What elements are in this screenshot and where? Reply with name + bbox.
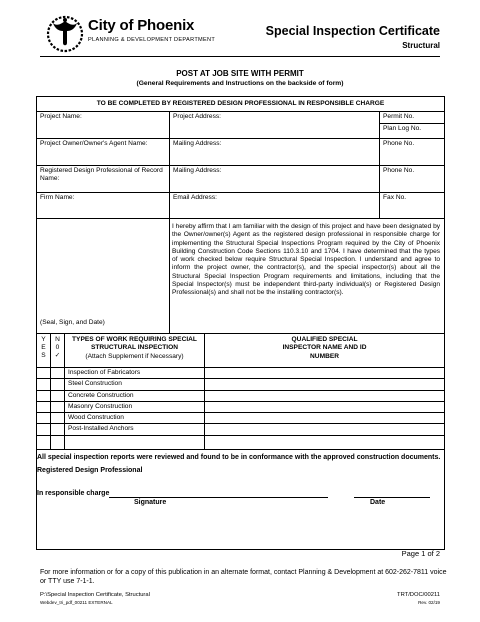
work-item-masonry: Masonry Construction	[65, 401, 205, 412]
inspector-name-field[interactable]	[205, 401, 445, 412]
no-checkbox[interactable]	[51, 413, 65, 424]
yes-checkbox[interactable]	[37, 401, 51, 412]
work-item-steel: Steel Construction	[65, 379, 205, 390]
work-item-concrete: Concrete Construction	[65, 390, 205, 401]
email-field[interactable]: Email Address:	[170, 193, 380, 219]
inspector-name-field[interactable]	[205, 368, 445, 379]
yes-checkbox[interactable]	[37, 379, 51, 390]
plan-log-no-field[interactable]: Plan Log No.	[380, 124, 445, 139]
conformance-section	[37, 449, 445, 549]
web-file-code: Webdev_tri_pdf_00211 EXTERNAL	[40, 600, 113, 605]
no-checkbox[interactable]	[51, 401, 65, 412]
phoenix-logo-icon	[44, 13, 86, 55]
inspector-column-header: QUALIFIED SPECIAL INSPECTOR NAME AND ID NUMBER	[205, 334, 445, 368]
inspector-name-field[interactable]	[205, 379, 445, 390]
instructions-note: (General Requirements and Instructions on the backside of form)	[136, 80, 344, 87]
yes-checkbox[interactable]	[37, 435, 51, 449]
no-checkbox[interactable]	[51, 424, 65, 435]
rdp-label: Registered Design Professional	[37, 467, 143, 475]
project-name-field[interactable]: Project Name:	[37, 112, 170, 139]
file-path: P:\Special Inspection Certificate, Structural	[40, 592, 150, 598]
city-name: City of Phoenix	[88, 17, 195, 34]
page-number: Page 1 of 2	[401, 549, 440, 558]
permit-no-field[interactable]: Permit No.	[380, 112, 445, 124]
yes-column-header: Y E S	[37, 334, 51, 368]
responsible-charge-label: In responsible charge	[37, 489, 110, 497]
revision-date: Rev. 02/19	[418, 600, 440, 605]
phone-field[interactable]: Phone No.	[380, 139, 445, 166]
header-divider	[40, 56, 440, 57]
affirmation-text: I hereby affirm that I am familiar with the design of this project and have been designated by the Owner/owner(s) Agent as the registered design professional in responsible charge for implementing the Structural Special Inspections Program required by the City of Phoenix Building Construction Code Sections 110.3.10 and 1704. I have determined that the types of work checked below require Structural Special Inspection. I understand and agree to inform the project owner, the contractor(s), and the special inspector(s) about all the Structural Special Inspection Program requirements and limitations, including that the Special Inspector(s) must be independent third-party individual(s) or Registered Design Professional(s) and shall not be the installing contractor(s).	[170, 219, 445, 334]
contact-info: For more information or for a copy of this publication in an alternate format, contact Planning & Development at 602-262-7811 voice or TTY use 7-1-1.	[40, 569, 447, 586]
conformance-statement: All special inspection reports were reviewed and found to be in conformance with the approved construction documents.	[37, 453, 441, 461]
inspector-name-field[interactable]	[205, 424, 445, 435]
section-header: TO BE COMPLETED BY REGISTERED DESIGN PROFESSIONAL IN RESPONSIBLE CHARGE	[37, 97, 445, 112]
signature-row	[37, 489, 442, 498]
no-checkbox[interactable]	[51, 390, 65, 401]
yes-checkbox[interactable]	[37, 368, 51, 379]
form-subtitle: Structural	[402, 41, 440, 50]
seal-area[interactable]	[37, 219, 170, 334]
document-code: TRT/DOC/00211	[397, 592, 440, 598]
yes-checkbox[interactable]	[37, 390, 51, 401]
work-item-fabricators: Inspection of Fabricators	[65, 368, 205, 379]
yes-checkbox[interactable]	[37, 413, 51, 424]
work-item-wood: Wood Construction	[65, 413, 205, 424]
yes-checkbox[interactable]	[37, 424, 51, 435]
mailing-address-field-2[interactable]: Mailing Address:	[170, 166, 380, 193]
form-title: Special Inspection Certificate	[265, 24, 440, 38]
certificate-form	[36, 96, 445, 550]
date-label: Date	[370, 498, 386, 506]
owner-name-field[interactable]: Project Owner/Owner's Agent Name:	[37, 139, 170, 166]
inspector-name-field[interactable]	[205, 390, 445, 401]
seal-label: (Seal, Sign, and Date)	[40, 319, 105, 326]
phone-field-2[interactable]: Phone No.	[380, 166, 445, 193]
work-item-anchors: Post-Installed Anchors	[65, 424, 205, 435]
mailing-address-field[interactable]: Mailing Address:	[170, 139, 380, 166]
post-notice: POST AT JOB SITE WITH PERMIT	[176, 69, 304, 78]
inspector-name-field[interactable]	[205, 413, 445, 424]
fax-field[interactable]: Fax No.	[380, 193, 445, 219]
inspector-name-field[interactable]	[205, 435, 445, 449]
work-item-blank[interactable]	[65, 435, 205, 449]
no-checkbox[interactable]	[51, 379, 65, 390]
project-address-field[interactable]: Project Address:	[170, 112, 380, 139]
no-checkbox[interactable]	[51, 435, 65, 449]
no-checkbox[interactable]	[51, 368, 65, 379]
no-column-header: N 0 ✓	[51, 334, 65, 368]
rdp-record-field[interactable]: Registered Design Professional of Record Name:	[37, 166, 170, 193]
signature-label: Signature	[134, 498, 167, 506]
department-name: PLANNING & DEVELOPMENT DEPARTMENT	[88, 37, 216, 43]
firm-name-field[interactable]: Firm Name:	[37, 193, 170, 219]
work-type-column-header: TYPES OF WORK REQUIRING SPECIAL STRUCTURAL INSPECTION (Attach Supplement if Necessary)	[65, 334, 205, 368]
